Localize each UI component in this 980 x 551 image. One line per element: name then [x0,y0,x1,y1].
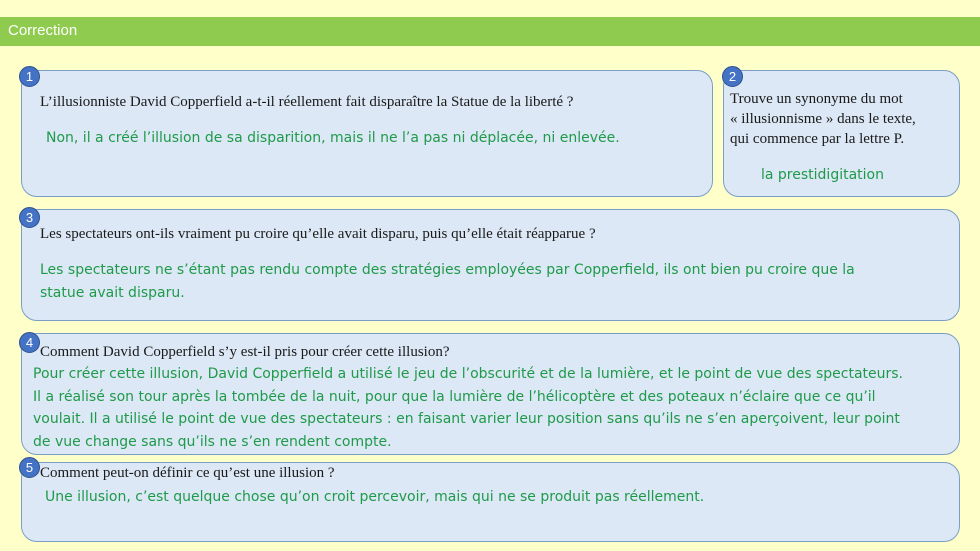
question-text-1: L’illusionniste David Copperfield a-t-il réellement fait disparaître la Statue de la liberté ? [40,94,574,110]
answer-text-4 [33,363,958,453]
question-text-2 [730,89,956,149]
answer-text-5: Une illusion, c’est quelque chose qu’on croit percevoir, mais qui ne se produit pas réellement. [45,489,705,505]
answer-line: Pour créer cette illusion, David Copperfield a utilisé le jeu de l’obscurité et de la lumière, et le point de vue des spectateurs. [33,366,903,382]
answer-text-3 [40,259,955,305]
number-badge-2: 2 [722,66,743,87]
answer-line: Les spectateurs ne s’étant pas rendu compte des stratégies employées par Copperfield, ils ont bien pu croire que la [40,262,855,278]
answer-text-2: la prestidigitation [761,167,884,183]
question-text-4: Comment David Copperfield s’y est-il pris pour créer cette illusion? [40,344,450,360]
number-badge-3: 3 [19,207,40,228]
answer-line: voulait. Il a utilisé le point de vue des spectateurs : en faisant varier leur position sans qu’ils ne s’en aperçoivent, leur point [33,411,900,427]
number-badge-1: 1 [19,66,40,87]
number-badge-5: 5 [19,457,40,478]
question-text-5: Comment peut-on définir ce qu’est une illusion ? [40,465,335,481]
question-line: Trouve un synonyme du mot [730,91,903,107]
number-badge-4: 4 [19,332,40,353]
header-title: Correction [8,22,78,39]
answer-line: Il a réalisé son tour après la tombée de la nuit, pour que la lumière de l’hélicoptère et des poteaux n’éclaire que ce qu’il [33,388,876,405]
answer-line: de vue change sans qu’ils ne s’en rendent compte. [33,433,392,450]
header-bar [0,17,980,46]
question-line: « illusionnisme » dans le texte, [730,111,916,127]
answer-text-1: Non, il a créé l’illusion de sa disparition, mais il ne l’a pas ni déplacée, ni enlevée. [46,130,620,146]
question-line: qui commence par la lettre P. [730,131,905,147]
answer-line: statue avait disparu. [40,285,185,301]
question-text-3: Les spectateurs ont-ils vraiment pu croire qu’elle avait disparu, puis qu’elle était réapparue ? [40,226,596,242]
